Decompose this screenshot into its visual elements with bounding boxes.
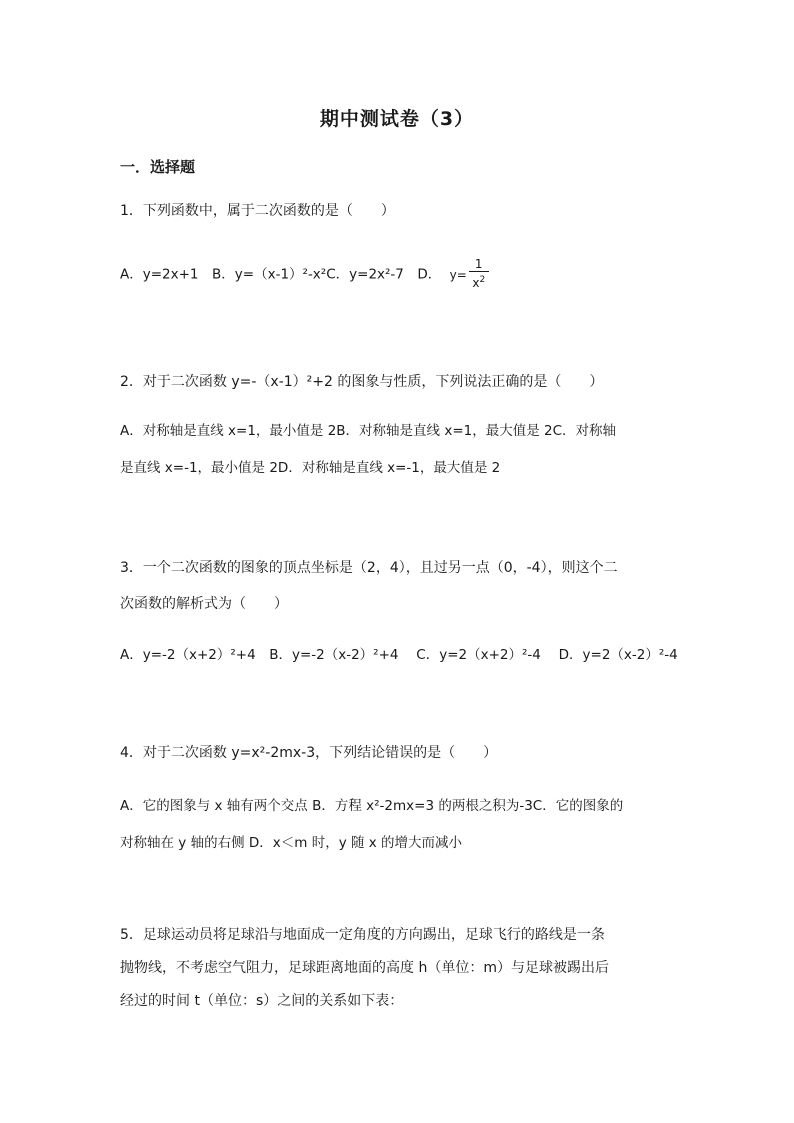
question-4-options-line-1: A．它的图象与 x 轴有两个交点 B．方程 x²-2mx=3 的两根之积为-3C．它的图象的	[120, 798, 624, 814]
question-5-stem-line-1: 5．足球运动员将足球沿与地面成一定角度的方向踢出，足球飞行的路线是一条	[120, 927, 605, 943]
question-3-stem-line-1: 3．一个二次函数的图象的顶点坐标是（2，4），且过另一点（0，-4），则这个二	[120, 560, 618, 576]
question-3-options: A．y=-2（x+2）²+4 B．y=-2（x-2）²+4 C．y=2（x+2）²-4 D．y=2（x-2）²-4	[120, 647, 678, 663]
fraction-denominator-exponent: 2	[479, 275, 486, 285]
fraction-denominator-base: x	[472, 276, 480, 290]
question-1-option-d-fraction	[450, 258, 489, 291]
fraction-numerator: 1	[474, 257, 483, 271]
question-2-stem: 2．对于二次函数 y=-（x-1）²+2 的图象与性质，下列说法正确的是（ ）	[120, 374, 604, 390]
question-2-options-line-2: 是直线 x=-1，最小值是 2D．对称轴是直线 x=-1，最大值是 2	[120, 460, 501, 476]
fraction-denominator	[469, 272, 489, 291]
question-1-options	[120, 258, 680, 291]
question-4-stem: 4．对于二次函数 y=x²-2mx-3，下列结论错误的是（ ）	[120, 745, 498, 761]
question-1-options-text: A．y=2x+1 B．y=（x-1）²-x²C．y=2x²-7 D．	[120, 266, 442, 283]
question-3-stem-line-2: 次函数的解析式为（ ）	[120, 596, 288, 612]
option-d-y: y=	[449, 267, 467, 282]
fraction	[469, 258, 489, 291]
question-5-stem-line-2: 抛物线，不考虑空气阻力，足球距离地面的高度 h（单位：m）与足球被踢出后	[120, 960, 609, 976]
question-2-options-line-1: A．对称轴是直线 x=1，最小值是 2B．对称轴是直线 x=1，最大值是 2C．对称轴	[120, 423, 617, 439]
question-4-options-line-2: 对称轴在 y 轴的右侧 D．x＜m 时，y 随 x 的增大而减小	[120, 835, 463, 851]
question-1-stem: 1．下列函数中，属于二次函数的是（ ）	[120, 203, 395, 219]
section-heading: 一．选择题	[120, 158, 196, 176]
question-5-stem-line-3: 经过的时间 t（单位：s）之间的关系如下表：	[120, 993, 404, 1009]
page-title: 期中测试卷（3）	[319, 108, 475, 130]
